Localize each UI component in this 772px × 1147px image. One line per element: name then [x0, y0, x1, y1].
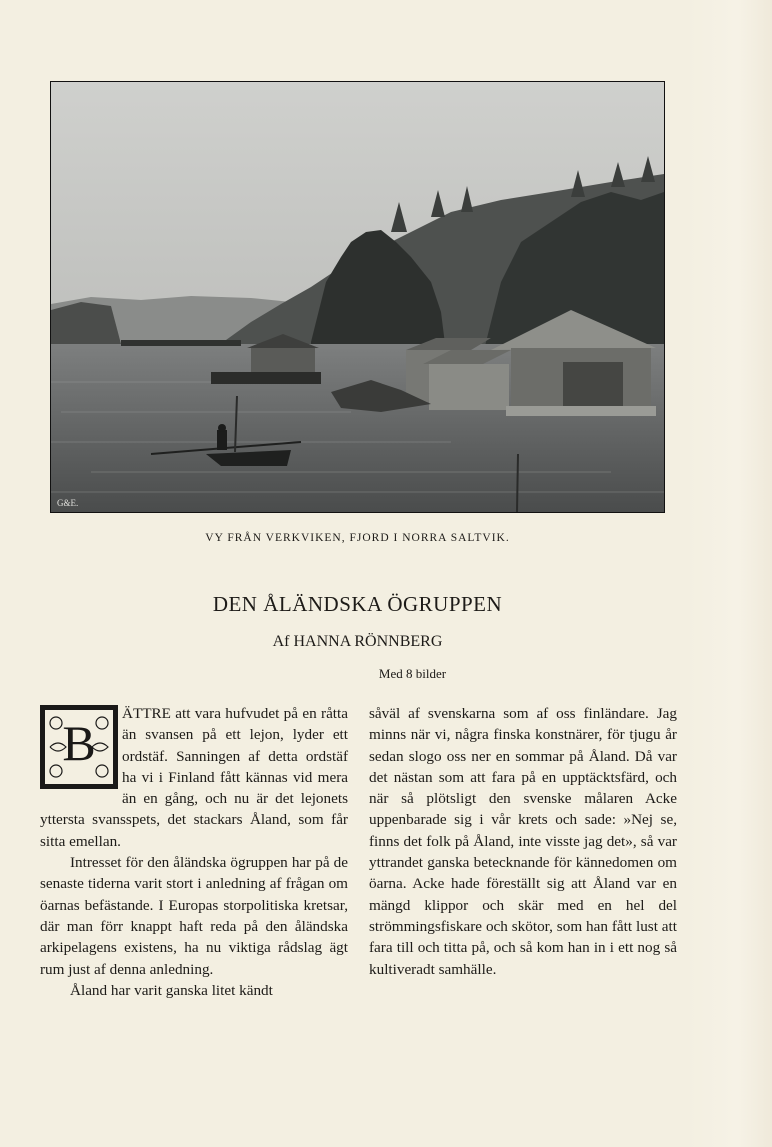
- text-column-right: [369, 703, 677, 980]
- page-edge: [686, 0, 772, 1147]
- drop-initial-letter: B: [62, 715, 96, 771]
- article-byline: Af HANNA RÖNNBERG: [272, 633, 443, 650]
- photo-lake-boathouses-icon: [51, 82, 664, 512]
- photo-monogram: G&E.: [57, 498, 79, 508]
- figure-caption: VY FRÅN VERKVIKEN, FJORD I NORRA SALTVIK.: [205, 532, 510, 544]
- drop-initial: [40, 705, 118, 789]
- paragraph: ÄTTRE att vara hufvudet på en råtta än svansen på ett lejon, lyder ett ordstäf. Sanningen af detta ordstäf ha vi i Finland fått kännas vid mera än en gång, och nu är det lejonets yttersta svansspets, det stackars Åland, som får sitta emellan.: [40, 705, 348, 850]
- paragraph: såväl af svenskarna som af oss finländare. Jag minns när vi, några finska konstnärer, för tjugu år sedan slogo oss ner en sommar på Åland. Då var det nästan som att fara på en upptäcktsfärd, och när så plötsligt den svenske målaren Acke uppenbarade sig i vår krets och sade: »Nej se, finns det folk på Åland, inte visste jag det», så var yttrandet ganska betecknande för kännedomen om öarna. Acke hade föreställt sig att Åland var en mängd klippor och skär med en hel del strömmingsfiskare och skötor, som han fått lust att fara till och titta på, och så kom han in i ett nog så kultiveradt samhälle.: [369, 705, 677, 978]
- image-count-note: Med 8 bilder: [378, 666, 447, 681]
- paragraph: Intresset för den åländska ögruppen har på de senaste tiderna varit stort i anledning af frågan om öarnas befästande. I Europas storpolitiska kretsar, där man förr knappt haft reda på den åländska arkipelagens existens, ha nu viktiga rådslag ägt rum just af denna anledning.: [40, 854, 348, 978]
- text-column-left: [40, 703, 348, 1001]
- article-title: DEN ÅLÄNDSKA ÖGRUPPEN: [212, 592, 503, 616]
- photograph: [50, 81, 665, 513]
- paragraph: Åland har varit ganska litet kändt: [70, 981, 273, 999]
